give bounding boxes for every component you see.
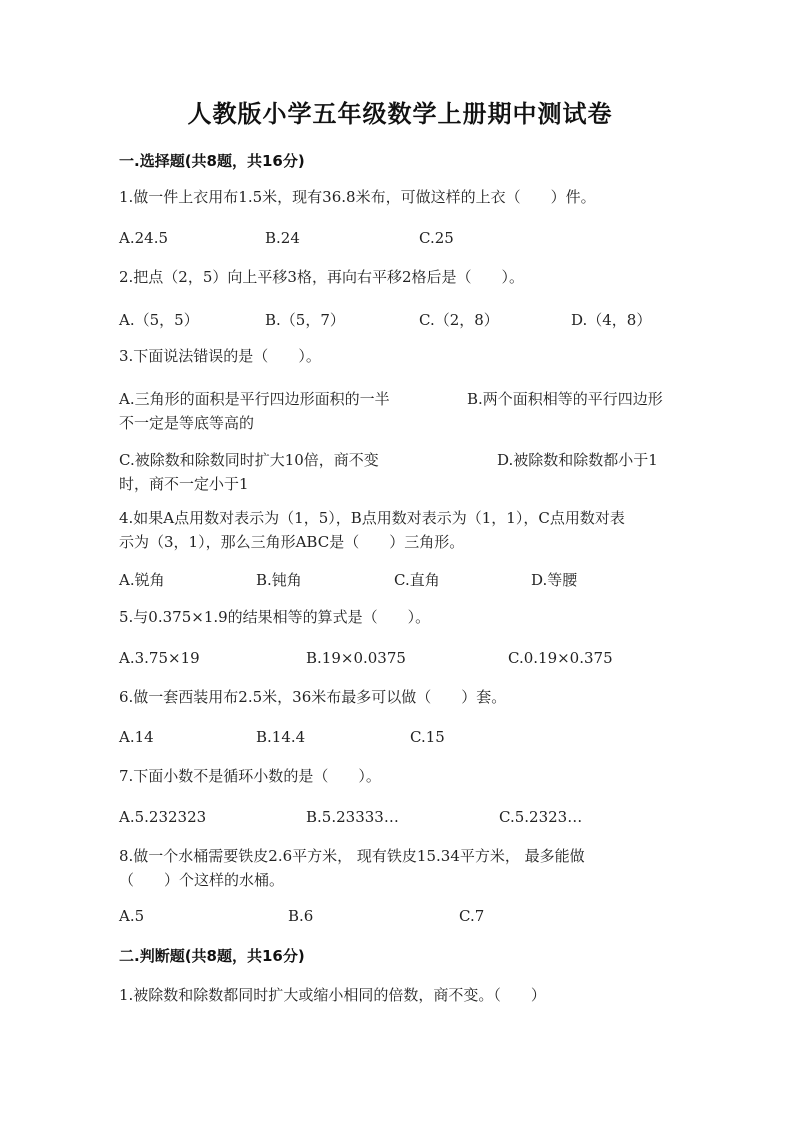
option-a: A.锐角 bbox=[119, 571, 165, 589]
option-a: A.5.232323 bbox=[119, 808, 207, 826]
option-b: B.（5，7） bbox=[265, 311, 345, 329]
option-a: A.3.75×19 bbox=[119, 649, 200, 667]
option-a: A.14 bbox=[119, 728, 154, 746]
option-c: C.15 bbox=[410, 728, 445, 746]
option-a: A.三角形的面积是平行四边形面积的一半 bbox=[119, 390, 390, 408]
question-stem: 7.下面小数不是循环小数的是（ ）。 bbox=[119, 767, 381, 785]
question-stem: 4.如果A点用数对表示为（1，5），B点用数对表示为（1，1），C点用数对表 bbox=[119, 509, 625, 527]
option-c: C.被除数和除数同时扩大10倍，商不变 bbox=[119, 451, 379, 469]
option-c: C.（2，8） bbox=[419, 311, 499, 329]
page-title: 人教版小学五年级数学上册期中测试卷 bbox=[187, 99, 613, 128]
question-stem: 5.与0.375×1.9的结果相等的算式是（ ）。 bbox=[119, 608, 431, 626]
option-c: C.25 bbox=[419, 229, 454, 247]
option-d: D.等腰 bbox=[531, 571, 578, 589]
option-b: B.两个面积相等的平行四边形 bbox=[467, 390, 663, 408]
question-stem: 6.做一套西装用布2.5米，36米布最多可以做（ ）套。 bbox=[119, 688, 507, 706]
option-d-continued: 时，商不一定小于1 bbox=[119, 475, 249, 493]
option-b: B.5.23333… bbox=[306, 808, 399, 826]
question-stem: 2.把点（2，5）向上平移3格，再向右平移2格后是（ ）。 bbox=[119, 268, 524, 286]
option-d: D.被除数和除数都小于1 bbox=[497, 451, 658, 469]
option-b: B.14.4 bbox=[256, 728, 306, 746]
option-b: B.钝角 bbox=[256, 571, 302, 589]
option-a: A.24.5 bbox=[119, 229, 168, 247]
question-stem: 3.下面说法错误的是（ ）。 bbox=[119, 347, 321, 365]
section-heading-judge: 二.判断题(共8题，共16分) bbox=[119, 947, 305, 965]
option-a: A.（5，5） bbox=[119, 311, 199, 329]
question-stem-continued: 示为（3，1），那么三角形ABC是（ ）三角形。 bbox=[119, 533, 465, 551]
option-c: C.直角 bbox=[394, 571, 440, 589]
option-b: B.6 bbox=[288, 907, 314, 925]
option-d: D.（4，8） bbox=[571, 311, 652, 329]
question-stem-continued: （ ）个这样的水桶。 bbox=[119, 871, 285, 889]
option-b: B.19×0.0375 bbox=[306, 649, 406, 667]
option-a: A.5 bbox=[119, 907, 145, 925]
option-c: C.7 bbox=[459, 907, 485, 925]
section-heading-choice: 一.选择题(共8题，共16分) bbox=[119, 152, 305, 170]
option-b: B.24 bbox=[265, 229, 300, 247]
question-stem: 8.做一个水桶需要铁皮2.6平方米， 现有铁皮15.34平方米， 最多能做 bbox=[119, 847, 585, 865]
option-c: C.5.2323… bbox=[499, 808, 583, 826]
option-c: C.0.19×0.375 bbox=[508, 649, 613, 667]
question-stem: 1.做一件上衣用布1.5米，现有36.8米布，可做这样的上衣（ ）件。 bbox=[119, 188, 596, 206]
option-b-continued: 不一定是等底等高的 bbox=[119, 414, 255, 432]
question-stem: 1.被除数和除数都同时扩大或缩小相同的倍数，商不变。（ ） bbox=[119, 986, 546, 1004]
